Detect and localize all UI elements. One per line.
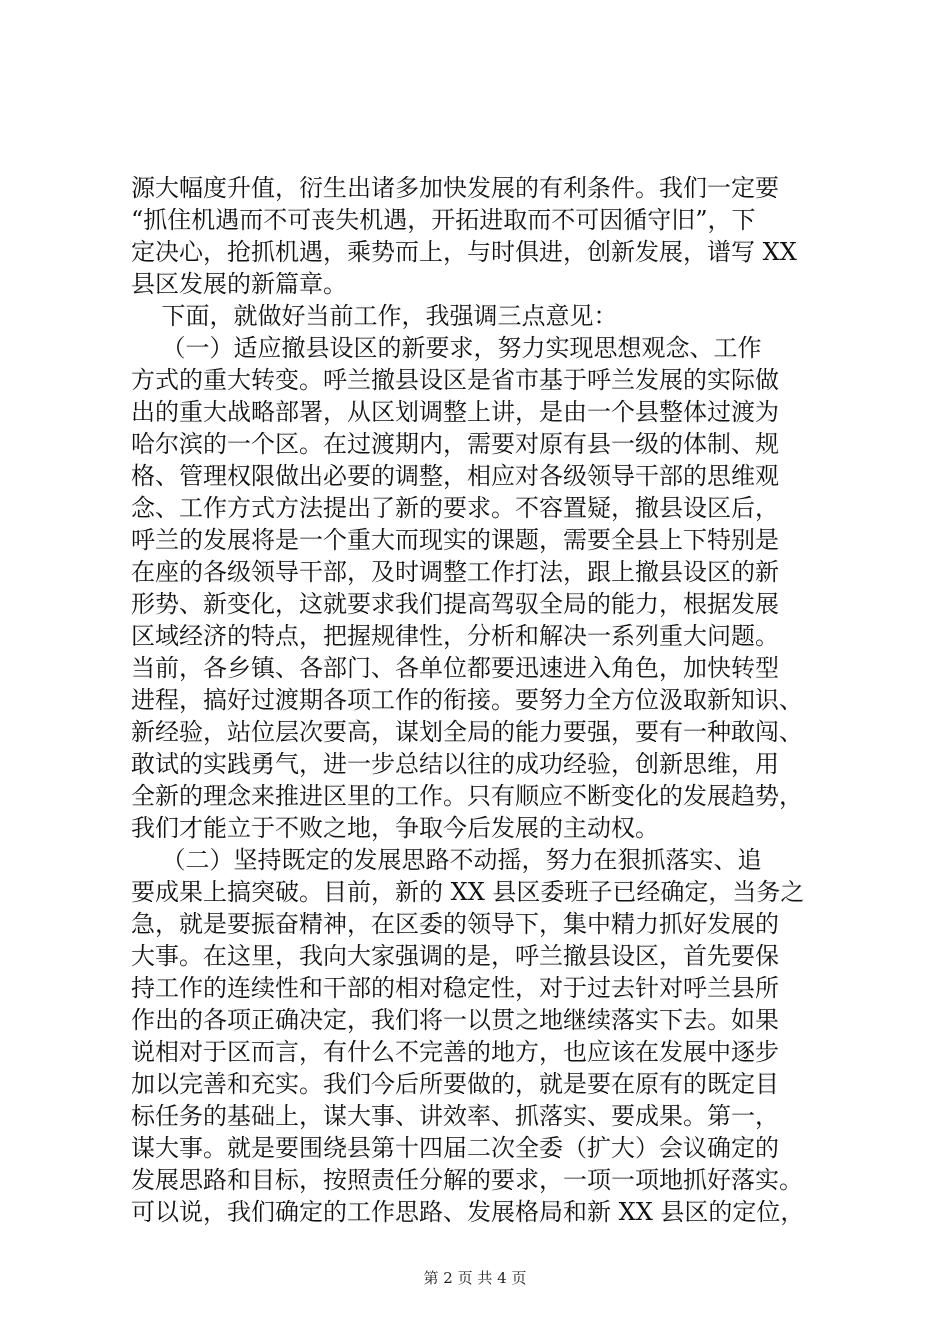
text-line: （二）坚持既定的发展思路不动摇，努力在狠抓落实、追 [131, 846, 762, 874]
text-line: 进程，搞好过渡期各项工作的衔接。要努力全方位汲取新知识、 [131, 686, 803, 714]
text-line: 定决心，抢抓机遇，乘势而上，与时俱进，创新发展，谱写 XX [131, 238, 797, 266]
text-line: 形势、新变化，这就要求我们提高驾驭全局的能力，根据发展 [131, 590, 779, 618]
text-line: 我们才能立于不败之地，争取今后发展的主动权。 [131, 814, 659, 842]
text-line: 出的重大战略部署，从区划调整上讲，是由一个县整体过渡为 [131, 398, 779, 426]
document-body [131, 172, 833, 1228]
text-line: 要成果上搞突破。目前，新的 XX 县区委班子已经确定，当务之 [131, 878, 805, 906]
text-line: 说相对于区而言，有什么不完善的地方，也应该在发展中逐步 [131, 1038, 779, 1066]
text-line: 作出的各项正确决定，我们将一以贯之地继续落实下去。如果 [131, 1006, 779, 1034]
text-line: 大事。在这里，我向大家强调的是，呼兰撤县设区，首先要保 [131, 942, 779, 970]
text-line: 标任务的基础上，谋大事、讲效率、抓落实、要成果。第一， [131, 1102, 779, 1130]
text-line: 持工作的连续性和干部的相对稳定性，对于过去针对呼兰县所 [131, 974, 779, 1002]
text-line: （一）适应撤县设区的新要求，努力实现思想观念、工作 [131, 334, 762, 362]
text-line: 方式的重大转变。呼兰撤县设区是省市基于呼兰发展的实际做 [131, 366, 779, 394]
text-line: 急，就是要振奋精神，在区委的领导下，集中精力抓好发展的 [131, 910, 779, 938]
text-line: 可以说，我们确定的工作思路、发展格局和新 XX 县区的定位， [131, 1198, 805, 1226]
text-line: 下面，就做好当前工作，我强调三点意见： [131, 302, 618, 330]
text-line: 全新的理念来推进区里的工作。只有顺应不断变化的发展趋势， [131, 782, 803, 810]
text-line: 格、管理权限做出必要的调整，相应对各级领导干部的思维观 [131, 462, 779, 490]
text-line: 加以完善和充实。我们今后所要做的，就是要在原有的既定目 [131, 1070, 779, 1098]
text-line: 区域经济的特点，把握规律性，分析和解决一系列重大问题。 [131, 622, 779, 650]
text-line: 哈尔滨的一个区。在过渡期内，需要对原有县一级的体制、规 [131, 430, 779, 458]
text-line: 新经验，站位层次要高，谋划全局的能力要强，要有一种敢闯、 [131, 718, 803, 746]
page-number-label: 第 2 页 共 4 页 [423, 1269, 527, 1287]
page-footer [0, 1268, 950, 1288]
text-line: 呼兰的发展将是一个重大而现实的课题，需要全县上下特别是 [131, 526, 779, 554]
text-line: “抓住机遇而不可丧失机遇，开拓进取而不可因循守旧”，下 [131, 206, 756, 234]
text-line: 发展思路和目标，按照责任分解的要求，一项一项地抓好落实。 [131, 1166, 803, 1194]
text-line: 在座的各级领导干部，及时调整工作打法，跟上撤县设区的新 [131, 558, 779, 586]
text-line: 县区发展的新篇章。 [131, 270, 347, 298]
text-line: 念、工作方式方法提出了新的要求。不容置疑，撤县设区后， [131, 494, 779, 522]
text-line: 敢试的实践勇气，进一步总结以往的成功经验，创新思维，用 [131, 750, 779, 778]
text-line: 谋大事。就是要围绕县第十四届二次全委（扩大）会议确定的 [131, 1134, 779, 1162]
text-line: 当前，各乡镇、各部门、各单位都要迅速进入角色，加快转型 [131, 654, 779, 682]
text-line: 源大幅度升值，衍生出诸多加快发展的有利条件。我们一定要 [131, 174, 779, 202]
